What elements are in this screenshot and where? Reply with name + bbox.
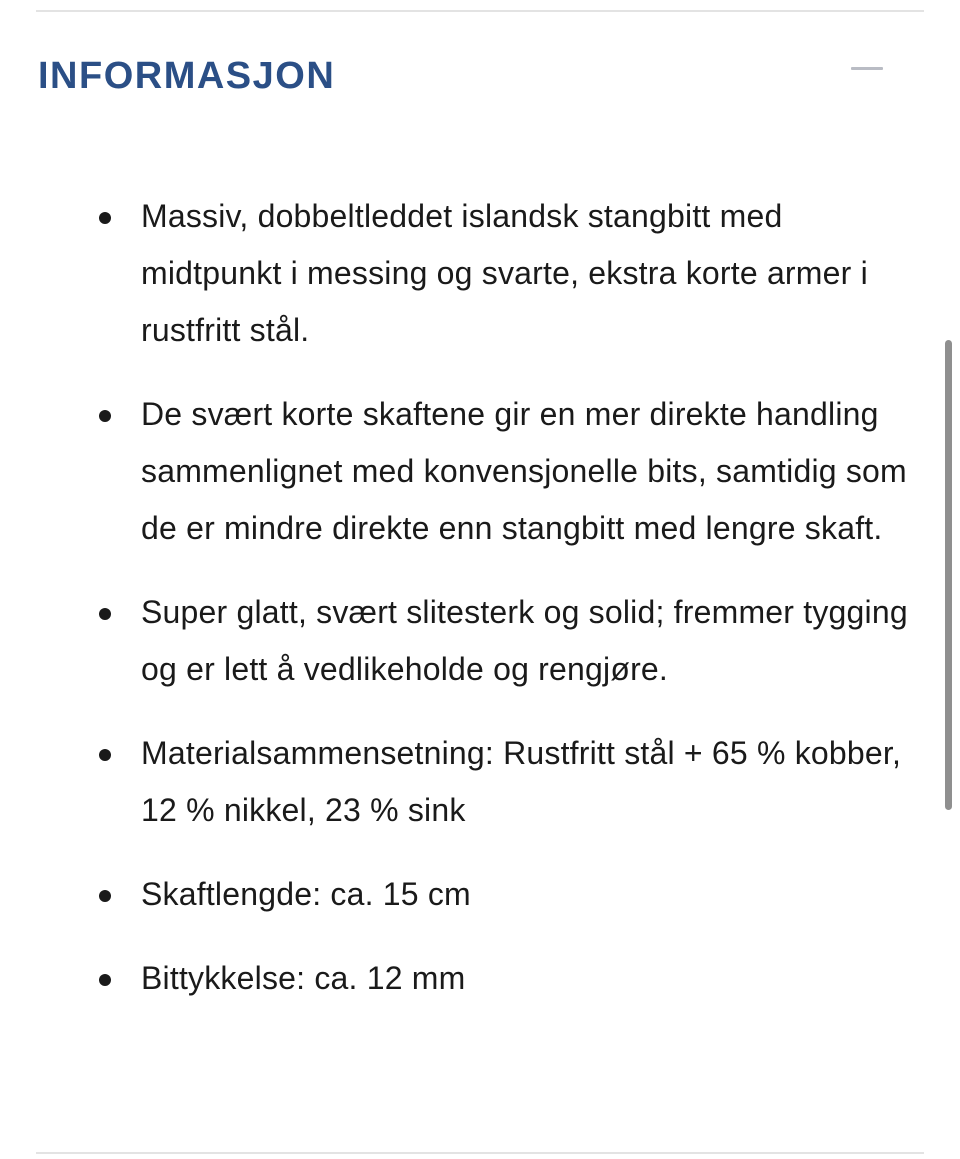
- bullet-icon: [99, 890, 111, 902]
- accordion-header[interactable]: [36, 40, 924, 112]
- list-item-text: Skaftlengde: ca. 15 cm: [141, 876, 471, 912]
- list-item: [0, 386, 930, 557]
- list-item-text: Massiv, dobbeltleddet islandsk stangbitt med midtpunkt i messing og svarte, ekstra korte armer i rustfritt stål.: [141, 198, 868, 348]
- bullet-icon: [99, 410, 111, 422]
- list-item: [0, 866, 930, 923]
- list-item-text: De svært korte skaftene gir en mer direkte handling sammenlignet med konvensjonelle bits, samtidig som de er mindre direkte enn stangbitt med lengre skaft.: [141, 396, 907, 546]
- section-title: INFORMASJON: [38, 55, 336, 97]
- scrollbar-thumb[interactable]: [945, 340, 952, 810]
- list-item: [0, 950, 930, 1007]
- list-item: [0, 725, 930, 839]
- list-item: [0, 584, 930, 698]
- top-divider: [36, 10, 924, 12]
- minus-icon: [851, 67, 883, 70]
- list-item-text: Super glatt, svært slitesterk og solid; fremmer tygging og er lett å vedlikeholde og rengjøre.: [141, 594, 908, 687]
- list-item-text: Materialsammensetning: Rustfritt stål + 65 % kobber, 12 % nikkel, 23 % sink: [141, 735, 902, 828]
- bullet-icon: [99, 749, 111, 761]
- list-item: [0, 188, 930, 359]
- info-list: [0, 188, 930, 1034]
- list-item-text: Bittykkelse: ca. 12 mm: [141, 960, 466, 996]
- collapse-button[interactable]: [836, 46, 896, 94]
- bullet-icon: [99, 212, 111, 224]
- bullet-icon: [99, 608, 111, 620]
- bullet-icon: [99, 974, 111, 986]
- bottom-divider: [36, 1152, 924, 1154]
